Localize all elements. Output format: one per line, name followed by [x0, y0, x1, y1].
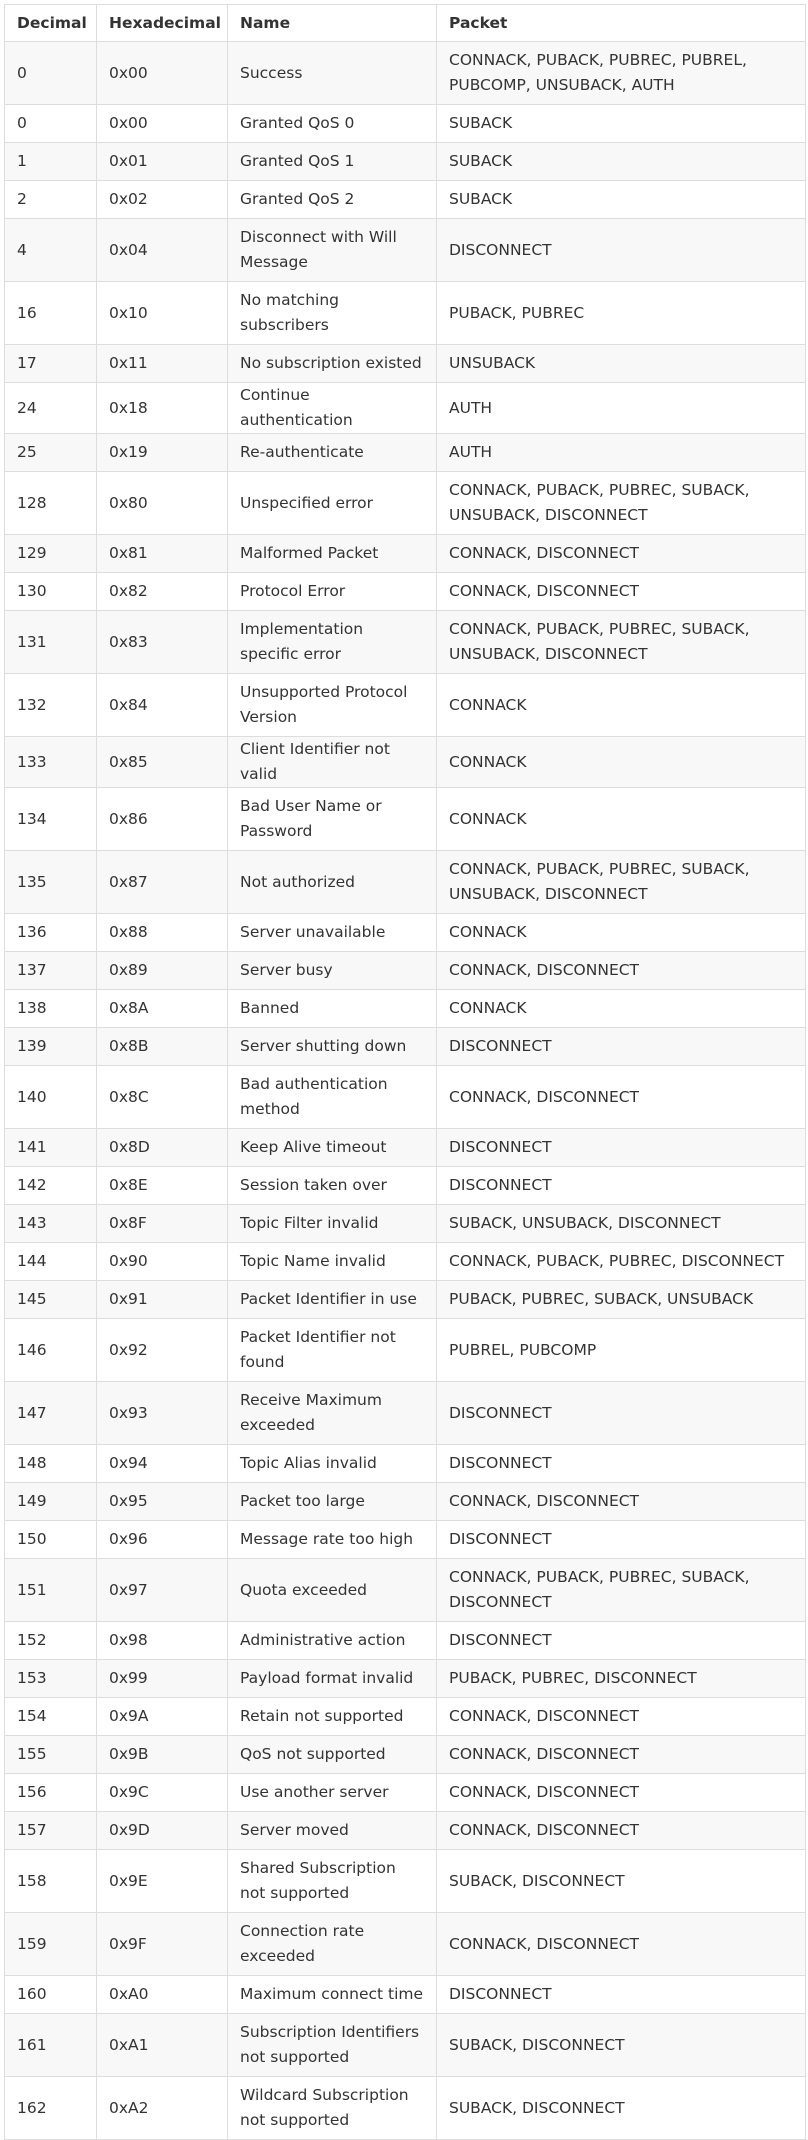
- decimal-cell: 150: [5, 1521, 97, 1559]
- name-cell: Bad authentication method: [228, 1066, 437, 1129]
- packet-cell: CONNACK, PUBACK, PUBREC, PUBREL, PUBCOMP, UNSUBACK, AUTH: [437, 42, 806, 105]
- decimal-cell: 146: [5, 1319, 97, 1382]
- table-row: [5, 1129, 806, 1167]
- name-cell: Administrative action: [228, 1622, 437, 1660]
- name-cell: Malformed Packet: [228, 535, 437, 573]
- decimal-cell: 132: [5, 674, 97, 737]
- table-row: [5, 1445, 806, 1483]
- table-row: [5, 472, 806, 535]
- decimal-cell: 137: [5, 952, 97, 990]
- table-row: [5, 1281, 806, 1319]
- packet-cell: DISCONNECT: [437, 1622, 806, 1660]
- decimal-cell: 138: [5, 990, 97, 1028]
- table-row: [5, 1028, 806, 1066]
- name-cell: Shared Subscription not supported: [228, 1850, 437, 1913]
- name-cell: Subscription Identifiers not supported: [228, 2014, 437, 2077]
- hexadecimal-cell: 0x88: [97, 914, 228, 952]
- packet-cell: CONNACK, DISCONNECT: [437, 1698, 806, 1736]
- hexadecimal-cell: 0x98: [97, 1622, 228, 1660]
- hexadecimal-cell: 0x91: [97, 1281, 228, 1319]
- decimal-cell: 136: [5, 914, 97, 952]
- decimal-cell: 157: [5, 1812, 97, 1850]
- packet-cell: PUBACK, PUBREC, DISCONNECT: [437, 1660, 806, 1698]
- decimal-cell: 155: [5, 1736, 97, 1774]
- name-cell: Implementation specific error: [228, 611, 437, 674]
- table-row: [5, 611, 806, 674]
- decimal-cell: 143: [5, 1205, 97, 1243]
- hexadecimal-cell: 0x94: [97, 1445, 228, 1483]
- header-row: [5, 5, 806, 42]
- name-cell: Connection rate exceeded: [228, 1913, 437, 1976]
- name-cell: Server moved: [228, 1812, 437, 1850]
- decimal-cell: 149: [5, 1483, 97, 1521]
- hexadecimal-cell: 0x96: [97, 1521, 228, 1559]
- decimal-cell: 131: [5, 611, 97, 674]
- table-row: [5, 2077, 806, 2140]
- table-row: [5, 42, 806, 105]
- hexadecimal-cell: 0xA2: [97, 2077, 228, 2140]
- table-row: [5, 1319, 806, 1382]
- packet-cell: CONNACK, PUBACK, PUBREC, SUBACK, DISCONNECT: [437, 1559, 806, 1622]
- packet-cell: CONNACK, DISCONNECT: [437, 952, 806, 990]
- name-cell: Success: [228, 42, 437, 105]
- hexadecimal-cell: 0x04: [97, 219, 228, 282]
- decimal-cell: 129: [5, 535, 97, 573]
- decimal-cell: 153: [5, 1660, 97, 1698]
- name-cell: Packet too large: [228, 1483, 437, 1521]
- packet-cell: CONNACK: [437, 674, 806, 737]
- packet-cell: CONNACK, DISCONNECT: [437, 1736, 806, 1774]
- packet-cell: SUBACK, DISCONNECT: [437, 1850, 806, 1913]
- table-row: [5, 535, 806, 573]
- hexadecimal-cell: 0x02: [97, 181, 228, 219]
- decimal-cell: 4: [5, 219, 97, 282]
- packet-cell: CONNACK, DISCONNECT: [437, 1774, 806, 1812]
- name-cell: Server busy: [228, 952, 437, 990]
- table-row: [5, 1622, 806, 1660]
- hexadecimal-cell: 0x8D: [97, 1129, 228, 1167]
- table-body: [5, 42, 806, 2140]
- packet-cell: CONNACK: [437, 990, 806, 1028]
- packet-cell: CONNACK, DISCONNECT: [437, 1812, 806, 1850]
- hexadecimal-cell: 0x97: [97, 1559, 228, 1622]
- hexadecimal-cell: 0x84: [97, 674, 228, 737]
- hexadecimal-cell: 0x11: [97, 345, 228, 383]
- hexadecimal-cell: 0x86: [97, 788, 228, 851]
- table-row: [5, 2014, 806, 2077]
- packet-cell: PUBACK, PUBREC: [437, 282, 806, 345]
- name-cell: No subscription existed: [228, 345, 437, 383]
- name-cell: Use another server: [228, 1774, 437, 1812]
- hexadecimal-cell: 0x90: [97, 1243, 228, 1281]
- packet-cell: SUBACK, DISCONNECT: [437, 2014, 806, 2077]
- table-row: [5, 1521, 806, 1559]
- table-row: [5, 1698, 806, 1736]
- hexadecimal-cell: 0x8C: [97, 1066, 228, 1129]
- decimal-cell: 128: [5, 472, 97, 535]
- table-row: [5, 573, 806, 611]
- packet-cell: CONNACK, PUBACK, PUBREC, SUBACK, UNSUBACK, DISCONNECT: [437, 851, 806, 914]
- table-row: [5, 1382, 806, 1445]
- hexadecimal-cell: 0x9D: [97, 1812, 228, 1850]
- header-decimal: Decimal: [5, 5, 97, 42]
- decimal-cell: 162: [5, 2077, 97, 2140]
- packet-cell: DISCONNECT: [437, 1167, 806, 1205]
- decimal-cell: 159: [5, 1913, 97, 1976]
- name-cell: Client Identifier not valid: [228, 737, 437, 788]
- decimal-cell: 160: [5, 1976, 97, 2014]
- decimal-cell: 134: [5, 788, 97, 851]
- packet-cell: CONNACK, DISCONNECT: [437, 1066, 806, 1129]
- packet-cell: SUBACK, DISCONNECT: [437, 2077, 806, 2140]
- packet-cell: SUBACK: [437, 143, 806, 181]
- name-cell: Packet Identifier not found: [228, 1319, 437, 1382]
- name-cell: Disconnect with Will Message: [228, 219, 437, 282]
- table-row: [5, 1483, 806, 1521]
- packet-cell: DISCONNECT: [437, 1976, 806, 2014]
- packet-cell: DISCONNECT: [437, 1445, 806, 1483]
- packet-cell: CONNACK, PUBACK, PUBREC, DISCONNECT: [437, 1243, 806, 1281]
- name-cell: Continue authentication: [228, 383, 437, 434]
- name-cell: No matching subscribers: [228, 282, 437, 345]
- decimal-cell: 140: [5, 1066, 97, 1129]
- hexadecimal-cell: 0x18: [97, 383, 228, 434]
- packet-cell: CONNACK, DISCONNECT: [437, 1483, 806, 1521]
- table-row: [5, 737, 806, 788]
- name-cell: Unsupported Protocol Version: [228, 674, 437, 737]
- packet-cell: CONNACK, DISCONNECT: [437, 573, 806, 611]
- decimal-cell: 17: [5, 345, 97, 383]
- table-row: [5, 181, 806, 219]
- decimal-cell: 133: [5, 737, 97, 788]
- table-row: [5, 952, 806, 990]
- name-cell: Protocol Error: [228, 573, 437, 611]
- decimal-cell: 142: [5, 1167, 97, 1205]
- name-cell: Bad User Name or Password: [228, 788, 437, 851]
- packet-cell: DISCONNECT: [437, 1028, 806, 1066]
- hexadecimal-cell: 0x9A: [97, 1698, 228, 1736]
- header-name: Name: [228, 5, 437, 42]
- hexadecimal-cell: 0x8A: [97, 990, 228, 1028]
- table-header: [5, 5, 806, 42]
- name-cell: Packet Identifier in use: [228, 1281, 437, 1319]
- hexadecimal-cell: 0x99: [97, 1660, 228, 1698]
- name-cell: Granted QoS 2: [228, 181, 437, 219]
- decimal-cell: 141: [5, 1129, 97, 1167]
- decimal-cell: 161: [5, 2014, 97, 2077]
- packet-cell: SUBACK: [437, 105, 806, 143]
- packet-cell: CONNACK, PUBACK, PUBREC, SUBACK, UNSUBACK, DISCONNECT: [437, 472, 806, 535]
- hexadecimal-cell: 0x93: [97, 1382, 228, 1445]
- table-row: [5, 345, 806, 383]
- table-row: [5, 1976, 806, 2014]
- table-row: [5, 1559, 806, 1622]
- table-row: [5, 143, 806, 181]
- decimal-cell: 154: [5, 1698, 97, 1736]
- name-cell: Topic Alias invalid: [228, 1445, 437, 1483]
- table-row: [5, 105, 806, 143]
- packet-cell: CONNACK, PUBACK, PUBREC, SUBACK, UNSUBACK, DISCONNECT: [437, 611, 806, 674]
- decimal-cell: 0: [5, 105, 97, 143]
- decimal-cell: 152: [5, 1622, 97, 1660]
- packet-cell: SUBACK: [437, 181, 806, 219]
- hexadecimal-cell: 0x9F: [97, 1913, 228, 1976]
- hexadecimal-cell: 0x00: [97, 105, 228, 143]
- table-row: [5, 383, 806, 434]
- hexadecimal-cell: 0x81: [97, 535, 228, 573]
- name-cell: Retain not supported: [228, 1698, 437, 1736]
- hexadecimal-cell: 0x8B: [97, 1028, 228, 1066]
- packet-cell: UNSUBACK: [437, 345, 806, 383]
- name-cell: Keep Alive timeout: [228, 1129, 437, 1167]
- hexadecimal-cell: 0x85: [97, 737, 228, 788]
- table-row: [5, 1660, 806, 1698]
- name-cell: Re-authenticate: [228, 434, 437, 472]
- decimal-cell: 24: [5, 383, 97, 434]
- name-cell: Granted QoS 0: [228, 105, 437, 143]
- name-cell: Receive Maximum exceeded: [228, 1382, 437, 1445]
- packet-cell: SUBACK, UNSUBACK, DISCONNECT: [437, 1205, 806, 1243]
- decimal-cell: 2: [5, 181, 97, 219]
- hexadecimal-cell: 0x00: [97, 42, 228, 105]
- table-row: [5, 1850, 806, 1913]
- name-cell: Payload format invalid: [228, 1660, 437, 1698]
- hexadecimal-cell: 0x95: [97, 1483, 228, 1521]
- hexadecimal-cell: 0x92: [97, 1319, 228, 1382]
- hexadecimal-cell: 0x82: [97, 573, 228, 611]
- packet-cell: AUTH: [437, 434, 806, 472]
- name-cell: Granted QoS 1: [228, 143, 437, 181]
- hexadecimal-cell: 0x83: [97, 611, 228, 674]
- packet-cell: PUBREL, PUBCOMP: [437, 1319, 806, 1382]
- table-row: [5, 914, 806, 952]
- name-cell: Server unavailable: [228, 914, 437, 952]
- table-row: [5, 1774, 806, 1812]
- decimal-cell: 158: [5, 1850, 97, 1913]
- hexadecimal-cell: 0x8E: [97, 1167, 228, 1205]
- packet-cell: CONNACK, DISCONNECT: [437, 535, 806, 573]
- packet-cell: AUTH: [437, 383, 806, 434]
- header-hexadecimal: Hexadecimal: [97, 5, 228, 42]
- hexadecimal-cell: 0x80: [97, 472, 228, 535]
- packet-cell: DISCONNECT: [437, 1129, 806, 1167]
- name-cell: Topic Filter invalid: [228, 1205, 437, 1243]
- name-cell: QoS not supported: [228, 1736, 437, 1774]
- decimal-cell: 25: [5, 434, 97, 472]
- name-cell: Topic Name invalid: [228, 1243, 437, 1281]
- name-cell: Maximum connect time: [228, 1976, 437, 2014]
- table-row: [5, 990, 806, 1028]
- hexadecimal-cell: 0x19: [97, 434, 228, 472]
- decimal-cell: 151: [5, 1559, 97, 1622]
- decimal-cell: 144: [5, 1243, 97, 1281]
- decimal-cell: 139: [5, 1028, 97, 1066]
- table-row: [5, 851, 806, 914]
- decimal-cell: 147: [5, 1382, 97, 1445]
- name-cell: Message rate too high: [228, 1521, 437, 1559]
- packet-cell: CONNACK: [437, 737, 806, 788]
- packet-cell: PUBACK, PUBREC, SUBACK, UNSUBACK: [437, 1281, 806, 1319]
- hexadecimal-cell: 0x89: [97, 952, 228, 990]
- header-packet: Packet: [437, 5, 806, 42]
- name-cell: Not authorized: [228, 851, 437, 914]
- name-cell: Wildcard Subscription not supported: [228, 2077, 437, 2140]
- packet-cell: CONNACK: [437, 914, 806, 952]
- hexadecimal-cell: 0x9B: [97, 1736, 228, 1774]
- table-row: [5, 1066, 806, 1129]
- name-cell: Server shutting down: [228, 1028, 437, 1066]
- packet-cell: CONNACK, DISCONNECT: [437, 1913, 806, 1976]
- table-row: [5, 1243, 806, 1281]
- table-row: [5, 282, 806, 345]
- table-row: [5, 1205, 806, 1243]
- decimal-cell: 156: [5, 1774, 97, 1812]
- hexadecimal-cell: 0x8F: [97, 1205, 228, 1243]
- decimal-cell: 1: [5, 143, 97, 181]
- packet-cell: DISCONNECT: [437, 1521, 806, 1559]
- decimal-cell: 135: [5, 851, 97, 914]
- hexadecimal-cell: 0x10: [97, 282, 228, 345]
- decimal-cell: 130: [5, 573, 97, 611]
- table-row: [5, 788, 806, 851]
- hexadecimal-cell: 0x9C: [97, 1774, 228, 1812]
- decimal-cell: 145: [5, 1281, 97, 1319]
- reason-codes-table: [4, 4, 806, 2140]
- table-row: [5, 1812, 806, 1850]
- hexadecimal-cell: 0x87: [97, 851, 228, 914]
- hexadecimal-cell: 0xA1: [97, 2014, 228, 2077]
- decimal-cell: 148: [5, 1445, 97, 1483]
- hexadecimal-cell: 0x9E: [97, 1850, 228, 1913]
- decimal-cell: 16: [5, 282, 97, 345]
- packet-cell: CONNACK: [437, 788, 806, 851]
- table-row: [5, 1167, 806, 1205]
- table-row: [5, 219, 806, 282]
- table-row: [5, 674, 806, 737]
- packet-cell: DISCONNECT: [437, 219, 806, 282]
- packet-cell: DISCONNECT: [437, 1382, 806, 1445]
- table-row: [5, 1736, 806, 1774]
- table-row: [5, 434, 806, 472]
- name-cell: Session taken over: [228, 1167, 437, 1205]
- name-cell: Unspecified error: [228, 472, 437, 535]
- name-cell: Banned: [228, 990, 437, 1028]
- table-row: [5, 1913, 806, 1976]
- decimal-cell: 0: [5, 42, 97, 105]
- hexadecimal-cell: 0xA0: [97, 1976, 228, 2014]
- hexadecimal-cell: 0x01: [97, 143, 228, 181]
- name-cell: Quota exceeded: [228, 1559, 437, 1622]
